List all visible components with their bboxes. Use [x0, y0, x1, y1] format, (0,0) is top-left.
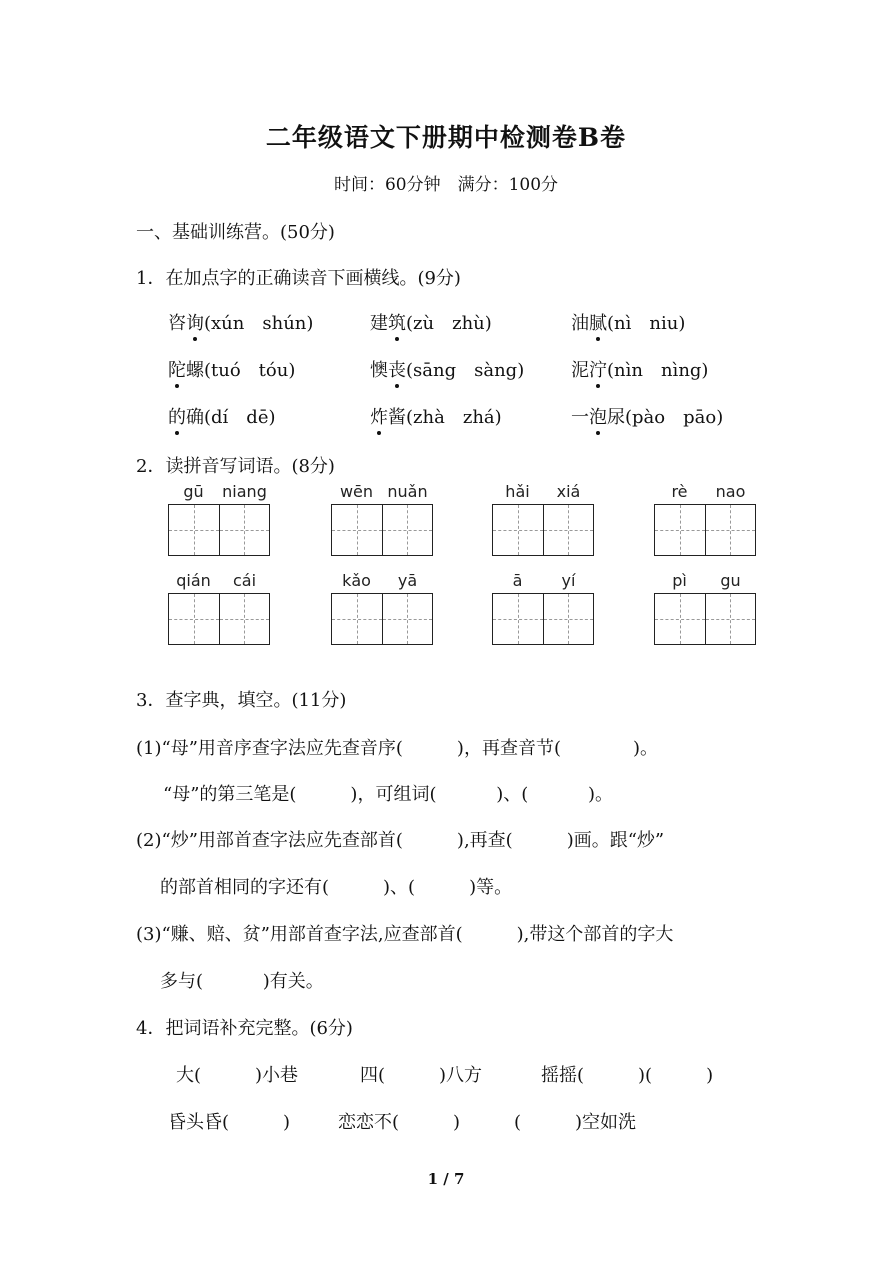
- pronunciation-item: [571, 356, 708, 382]
- dotted-char: 询: [186, 309, 204, 335]
- writing-cell[interactable]: [169, 505, 219, 555]
- word-char: 泥: [571, 360, 589, 381]
- word-char: 懊: [370, 360, 388, 381]
- pinyin-options: (sāng sàng): [406, 360, 525, 381]
- pinyin-label: nuǎn: [387, 482, 428, 501]
- writing-cell[interactable]: [543, 505, 594, 555]
- pinyin-options: (nì niu): [607, 313, 686, 334]
- writing-cell[interactable]: [382, 505, 433, 555]
- pinyin-label: qián: [176, 571, 211, 590]
- pinyin-writing-item: [492, 571, 594, 647]
- writing-cell[interactable]: [543, 594, 594, 644]
- word-char: 确: [186, 407, 204, 428]
- idiom-item: 恋恋不( ): [338, 1112, 461, 1133]
- pinyin-label: rè: [671, 482, 688, 501]
- pinyin-label: kǎo: [342, 571, 371, 590]
- pinyin-options: (zhà zhá): [406, 407, 502, 428]
- word-char: 一: [571, 407, 589, 428]
- pinyin-label: niang: [222, 482, 267, 501]
- writing-cell[interactable]: [332, 594, 382, 644]
- idiom-item: 昏头昏( ): [168, 1112, 291, 1133]
- question-3-line: 的部首相同的字还有( )、( )等。: [160, 877, 513, 898]
- pinyin-writing-item: [331, 482, 433, 558]
- writing-grid[interactable]: [492, 593, 594, 645]
- pronunciation-item: [168, 309, 313, 335]
- pinyin-writing-item: [492, 482, 594, 558]
- idiom-item: 四( )八方: [360, 1065, 483, 1086]
- writing-cell[interactable]: [655, 594, 705, 644]
- idiom-item: 大( )小巷: [176, 1065, 299, 1086]
- pinyin-label: gū: [183, 482, 204, 501]
- question-2-heading: 2．读拼音写词语。(8分): [136, 456, 335, 477]
- exam-info: 时间：60分钟 满分：100分: [333, 175, 559, 195]
- word-char: 酱: [388, 407, 406, 428]
- dotted-char: 腻: [589, 309, 607, 335]
- pinyin-label: yí: [561, 571, 576, 590]
- writing-grid[interactable]: [168, 593, 270, 645]
- writing-grid[interactable]: [654, 593, 756, 645]
- pinyin-label: gu: [720, 571, 741, 590]
- writing-cell[interactable]: [382, 594, 433, 644]
- pinyin-options: (tuó tóu): [204, 360, 296, 381]
- word-char: 建: [370, 313, 388, 334]
- pinyin-writing-item: [654, 571, 756, 647]
- dotted-char: 陀: [168, 356, 186, 382]
- pinyin-options: (pào pāo): [625, 407, 724, 428]
- writing-grid[interactable]: [331, 504, 433, 556]
- writing-cell[interactable]: [219, 594, 270, 644]
- pronunciation-item: [168, 403, 276, 429]
- writing-cell[interactable]: [705, 505, 756, 555]
- writing-cell[interactable]: [169, 594, 219, 644]
- idiom-item: 摇摇( )( ): [541, 1065, 714, 1086]
- word-char: 螺: [186, 360, 204, 381]
- pronunciation-item: [168, 356, 295, 382]
- writing-cell[interactable]: [332, 505, 382, 555]
- writing-cell[interactable]: [493, 505, 543, 555]
- page-title: 二年级语文下册期中检测卷B卷: [265, 123, 627, 152]
- writing-cell[interactable]: [219, 505, 270, 555]
- pinyin-label: hǎi: [505, 482, 530, 501]
- question-4-heading: 4．把词语补充完整。(6分): [136, 1018, 353, 1039]
- writing-grid[interactable]: [654, 504, 756, 556]
- writing-cell[interactable]: [705, 594, 756, 644]
- question-3-line: “母”的第三笔是( )，可组词( )、( )。: [163, 784, 613, 805]
- word-char: 油: [571, 313, 589, 334]
- pinyin-writing-item: [168, 482, 270, 558]
- pinyin-label: ā: [512, 571, 523, 590]
- idiom-item: ( )空如洗: [514, 1112, 637, 1133]
- dotted-char: 炸: [370, 403, 388, 429]
- dotted-char: 泞: [589, 356, 607, 382]
- pinyin-options: (zù zhù): [406, 313, 492, 334]
- pinyin-writing-item: [331, 571, 433, 647]
- pinyin-label: yā: [397, 571, 418, 590]
- pinyin-label: pì: [672, 571, 687, 590]
- pinyin-options: (nìn nìng): [607, 360, 709, 381]
- pinyin-label: cái: [232, 571, 257, 590]
- pinyin-label: wēn: [339, 482, 374, 501]
- pinyin-label: xiá: [556, 482, 581, 501]
- pinyin-options: (dí dē): [204, 407, 276, 428]
- pronunciation-item: [571, 309, 685, 335]
- question-3-line: (2)“炒”用部首查字法应先查部首( ),再查( )画。跟“炒”: [136, 830, 665, 851]
- pinyin-writing-item: [168, 571, 270, 647]
- question-3-line: (1)“母”用音序查字法应先查音序( )，再查音节( )。: [136, 738, 658, 759]
- dotted-char: 丧: [388, 356, 406, 382]
- pronunciation-item: [370, 309, 492, 335]
- question-1-heading: 1．在加点字的正确读音下画横线。(9分): [136, 268, 461, 289]
- pronunciation-item: [370, 356, 524, 382]
- pinyin-label: nao: [715, 482, 746, 501]
- word-char: 尿: [607, 407, 625, 428]
- question-3-line: (3)“赚、赔、贫”用部首查字法,应查部首( ),带这个部首的字大: [136, 924, 674, 945]
- writing-cell[interactable]: [493, 594, 543, 644]
- writing-grid[interactable]: [331, 593, 433, 645]
- section-heading: 一、基础训练营。(50分): [136, 222, 335, 243]
- writing-grid[interactable]: [168, 504, 270, 556]
- page-number: 1 / 7: [427, 1170, 465, 1188]
- writing-cell[interactable]: [655, 505, 705, 555]
- pronunciation-item: [370, 403, 502, 429]
- question-3-heading: 3．查字典，填空。(11分): [136, 690, 347, 711]
- pinyin-writing-item: [654, 482, 756, 558]
- dotted-char: 泡: [589, 403, 607, 429]
- dotted-char: 的: [168, 403, 186, 429]
- word-char: 咨: [168, 313, 186, 334]
- pronunciation-item: [571, 403, 723, 429]
- writing-grid[interactable]: [492, 504, 594, 556]
- dotted-char: 筑: [388, 309, 406, 335]
- question-3-line: 多与( )有关。: [160, 971, 324, 992]
- pinyin-options: (xún shún): [204, 313, 314, 334]
